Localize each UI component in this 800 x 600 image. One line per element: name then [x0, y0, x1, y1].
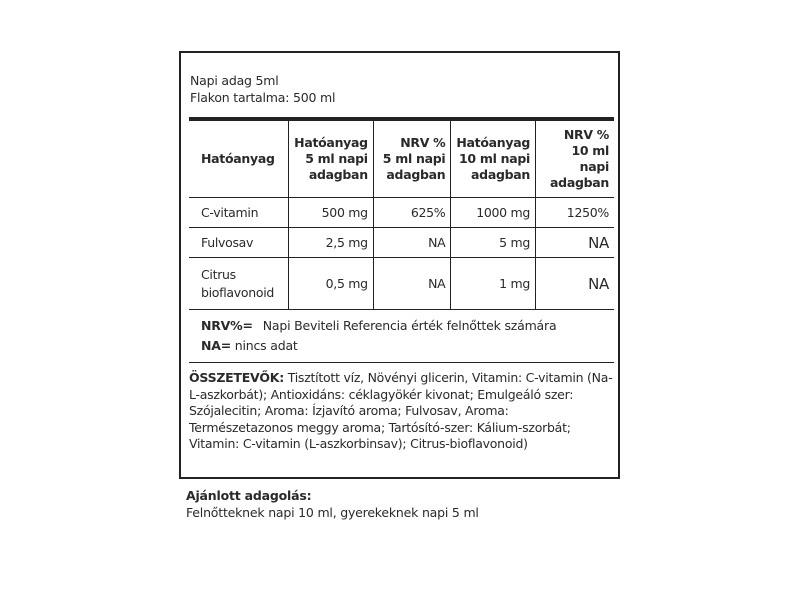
nrv-5ml: 625% — [373, 198, 451, 228]
table-row — [189, 228, 614, 258]
nrv-5ml: NA — [373, 228, 451, 258]
amount-10ml: 5 mg — [451, 228, 536, 258]
ingredient-name: Fulvosav — [189, 228, 289, 258]
legend-divider — [189, 362, 614, 363]
ingredients-list: Tisztított víz, Növényi glicerin, Vitamin: C-vitamin (Na-L-aszkorbát); Antioxidáns: céklagyökér kivonat; Emulgeáló szer: Szójalecitin; Aroma: Ízjavító aroma; Fulvosav, Aroma: Természetazonos meggy aroma; Tartósító-szer: Kálium-szorbát; Vitamin: C-vitamin (L-aszkorbinsav); Citrus-bioflavonoid) — [189, 370, 613, 451]
nrv-10ml: 1250% — [536, 198, 615, 228]
nutrition-label-box — [179, 51, 620, 479]
legend-na: NA= nincs adat — [201, 338, 298, 353]
nrv-5ml: NA — [373, 258, 451, 310]
nrv-10ml: NA — [536, 228, 615, 258]
table-row — [189, 258, 614, 310]
header-nrv-10ml: NRV % 10 ml napi adagban — [536, 121, 615, 198]
amount-10ml: 1 mg — [451, 258, 536, 310]
ingredient-name: Citrus bioflavonoid — [189, 258, 289, 310]
bottle-content-text: Flakon tartalma: 500 ml — [190, 90, 336, 105]
dosage-title: Ajánlott adagolás: — [186, 488, 312, 503]
table-row — [189, 198, 614, 228]
header-nrv-5ml: NRV % 5 ml napi adagban — [373, 121, 451, 198]
legend-nrv: NRV%= Napi Beviteli Referencia érték felnőttek számára — [201, 318, 557, 333]
amount-10ml: 1000 mg — [451, 198, 536, 228]
dosage-text: Felnőtteknek napi 10 ml, gyerekeknek napi 5 ml — [186, 505, 479, 520]
recommended-dosage — [186, 487, 479, 521]
nrv-10ml: NA — [536, 258, 615, 310]
table-header-row — [189, 121, 614, 198]
header-amount-5ml: Hatóanyag 5 ml napi adagban — [289, 121, 374, 198]
amount-5ml: 500 mg — [289, 198, 374, 228]
amount-5ml: 2,5 mg — [289, 228, 374, 258]
ingredient-name: C-vitamin — [189, 198, 289, 228]
header-active-ingredient: Hatóanyag — [189, 121, 289, 198]
intro-block — [190, 72, 335, 106]
daily-dose-text: Napi adag 5ml — [190, 73, 279, 88]
nutrition-table — [189, 121, 614, 310]
ingredients-label: ÖSSZETEVŐK: — [189, 370, 284, 385]
amount-5ml: 0,5 mg — [289, 258, 374, 310]
ingredients-text — [189, 370, 614, 453]
legend-block — [201, 316, 556, 356]
header-amount-10ml: Hatóanyag 10 ml napi adagban — [451, 121, 536, 198]
